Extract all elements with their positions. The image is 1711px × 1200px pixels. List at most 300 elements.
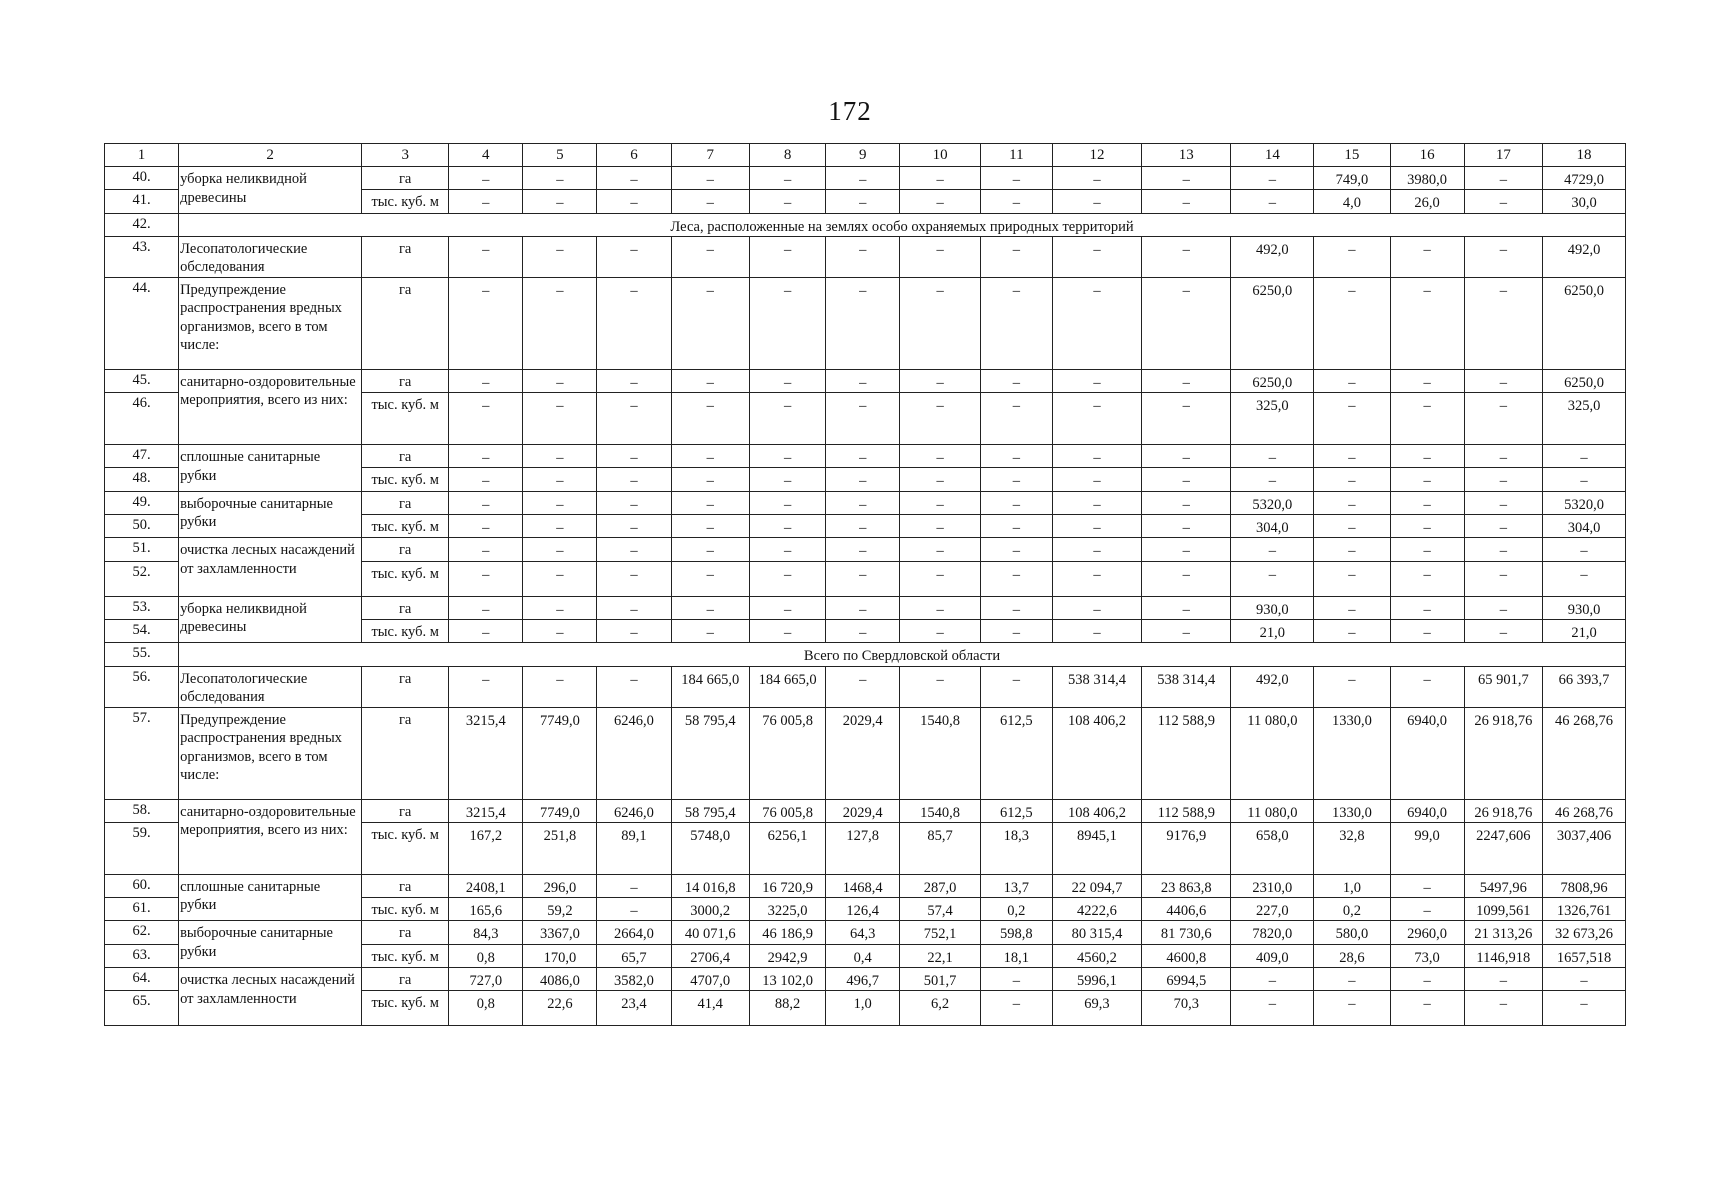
value-cell: –	[749, 445, 825, 468]
value-cell: –	[1390, 538, 1464, 561]
value-cell: –	[671, 515, 749, 538]
value-cell: –	[1231, 468, 1314, 491]
value-cell: –	[1052, 468, 1141, 491]
value-cell: –	[523, 445, 597, 468]
section-title: Всего по Свердловской области	[179, 643, 1626, 666]
row-number: 51.	[105, 538, 179, 561]
value-cell: 7749,0	[523, 707, 597, 799]
value-cell: –	[1052, 619, 1141, 642]
unit-cell: га	[362, 666, 449, 707]
value-cell: –	[900, 236, 981, 277]
column-number: 7	[671, 144, 749, 167]
section-row	[105, 213, 1626, 236]
value-cell: –	[1543, 468, 1626, 491]
value-cell: –	[749, 561, 825, 596]
value-cell: –	[900, 515, 981, 538]
value-cell: 13 102,0	[749, 968, 825, 991]
row-number: 48.	[105, 468, 179, 491]
row-number: 44.	[105, 277, 179, 369]
table-row	[105, 445, 1626, 468]
activity-name: очистка лесных насаждений от захламленности	[179, 538, 362, 596]
column-number: 4	[449, 144, 523, 167]
value-cell: –	[597, 538, 671, 561]
value-cell: –	[597, 167, 671, 190]
value-cell: –	[671, 167, 749, 190]
value-cell: –	[826, 666, 900, 707]
value-cell: 64,3	[826, 921, 900, 944]
value-cell: –	[980, 445, 1052, 468]
value-cell: 2408,1	[449, 874, 523, 897]
value-cell: 930,0	[1231, 596, 1314, 619]
value-cell: –	[1390, 236, 1464, 277]
row-number: 65.	[105, 991, 179, 1026]
value-cell: –	[980, 236, 1052, 277]
column-number: 16	[1390, 144, 1464, 167]
column-number: 8	[749, 144, 825, 167]
value-cell: –	[980, 968, 1052, 991]
value-cell: –	[980, 491, 1052, 514]
value-cell: –	[597, 596, 671, 619]
value-cell: –	[826, 491, 900, 514]
value-cell: –	[1142, 167, 1231, 190]
value-cell: 112 588,9	[1142, 707, 1231, 799]
unit-cell: га	[362, 167, 449, 190]
value-cell: 32 673,26	[1543, 921, 1626, 944]
value-cell: –	[1052, 596, 1141, 619]
value-cell: 165,6	[449, 898, 523, 921]
unit-cell: тыс. куб. м	[362, 619, 449, 642]
value-cell: –	[826, 277, 900, 369]
value-cell: 88,2	[749, 991, 825, 1026]
activity-name: уборка неликвидной древесины	[179, 167, 362, 214]
value-cell: –	[671, 236, 749, 277]
value-cell: –	[1464, 468, 1542, 491]
value-cell: 501,7	[900, 968, 981, 991]
value-cell: 23 863,8	[1142, 874, 1231, 897]
value-cell: –	[449, 167, 523, 190]
value-cell: –	[1464, 277, 1542, 369]
value-cell: –	[980, 538, 1052, 561]
value-cell: –	[980, 468, 1052, 491]
value-cell: –	[1464, 491, 1542, 514]
value-cell: –	[826, 538, 900, 561]
value-cell: –	[1052, 236, 1141, 277]
value-cell: –	[749, 619, 825, 642]
value-cell: –	[1052, 277, 1141, 369]
value-cell: 73,0	[1390, 944, 1464, 967]
value-cell: 0,8	[449, 991, 523, 1026]
value-cell: 2029,4	[826, 799, 900, 822]
value-cell: 26,0	[1390, 190, 1464, 213]
value-cell: –	[1390, 898, 1464, 921]
value-cell: –	[1231, 991, 1314, 1026]
value-cell: –	[1052, 538, 1141, 561]
row-number: 55.	[105, 643, 179, 666]
value-cell: 46 268,76	[1543, 707, 1626, 799]
value-cell: –	[980, 393, 1052, 445]
unit-cell: га	[362, 921, 449, 944]
value-cell: 13,7	[980, 874, 1052, 897]
value-cell: –	[1314, 468, 1390, 491]
value-cell: –	[900, 561, 981, 596]
value-cell: –	[597, 666, 671, 707]
value-cell: –	[900, 190, 981, 213]
value-cell: –	[1390, 596, 1464, 619]
value-cell: –	[523, 538, 597, 561]
unit-cell: тыс. куб. м	[362, 822, 449, 874]
value-cell: 18,3	[980, 822, 1052, 874]
value-cell: –	[749, 538, 825, 561]
activity-name: Предупреждение распространения вредных организмов, всего в том числе:	[179, 277, 362, 369]
column-number: 10	[900, 144, 981, 167]
value-cell: 1540,8	[900, 707, 981, 799]
value-cell: –	[1464, 236, 1542, 277]
value-cell: 23,4	[597, 991, 671, 1026]
value-cell: –	[1464, 619, 1542, 642]
activity-name: выборочные санитарные рубки	[179, 921, 362, 968]
row-number: 64.	[105, 968, 179, 991]
value-cell: 4560,2	[1052, 944, 1141, 967]
row-number: 45.	[105, 369, 179, 392]
value-cell: –	[900, 538, 981, 561]
row-number: 60.	[105, 874, 179, 897]
value-cell: 5320,0	[1231, 491, 1314, 514]
value-cell: 409,0	[1231, 944, 1314, 967]
activity-name: санитарно-оздоровительные мероприятия, всего из них:	[179, 369, 362, 444]
column-number-row	[105, 144, 1626, 167]
value-cell: 46 186,9	[749, 921, 825, 944]
value-cell: 492,0	[1231, 236, 1314, 277]
value-cell: –	[1142, 369, 1231, 392]
value-cell: –	[449, 277, 523, 369]
value-cell: 127,8	[826, 822, 900, 874]
value-cell: –	[523, 596, 597, 619]
activity-name: сплошные санитарные рубки	[179, 445, 362, 492]
value-cell: –	[1142, 277, 1231, 369]
page-number: 172	[828, 96, 872, 126]
value-cell: 59,2	[523, 898, 597, 921]
value-cell: 85,7	[900, 822, 981, 874]
value-cell: 1,0	[826, 991, 900, 1026]
value-cell: 727,0	[449, 968, 523, 991]
value-cell: –	[449, 619, 523, 642]
value-cell: –	[826, 236, 900, 277]
unit-cell: га	[362, 277, 449, 369]
column-number: 2	[179, 144, 362, 167]
value-cell: –	[1464, 991, 1542, 1026]
value-cell: –	[1314, 619, 1390, 642]
value-cell: 1146,918	[1464, 944, 1542, 967]
unit-cell: тыс. куб. м	[362, 190, 449, 213]
value-cell: 1468,4	[826, 874, 900, 897]
value-cell: –	[1231, 190, 1314, 213]
value-cell: –	[1314, 596, 1390, 619]
table-row	[105, 491, 1626, 514]
row-number: 50.	[105, 515, 179, 538]
value-cell: 3225,0	[749, 898, 825, 921]
value-cell: –	[597, 445, 671, 468]
value-cell: –	[826, 561, 900, 596]
value-cell: 1657,518	[1543, 944, 1626, 967]
value-cell: –	[1142, 515, 1231, 538]
row-number: 42.	[105, 213, 179, 236]
value-cell: –	[523, 468, 597, 491]
value-cell: 41,4	[671, 991, 749, 1026]
column-number: 13	[1142, 144, 1231, 167]
value-cell: 18,1	[980, 944, 1052, 967]
value-cell: –	[671, 445, 749, 468]
value-cell: 8945,1	[1052, 822, 1141, 874]
forest-protection-table	[104, 143, 1626, 1026]
value-cell: –	[1142, 190, 1231, 213]
table-row	[105, 277, 1626, 369]
row-number: 43.	[105, 236, 179, 277]
value-cell: 4222,6	[1052, 898, 1141, 921]
value-cell: 227,0	[1231, 898, 1314, 921]
value-cell: –	[1390, 277, 1464, 369]
value-cell: –	[1390, 515, 1464, 538]
value-cell: 2247,606	[1464, 822, 1542, 874]
table-row	[105, 874, 1626, 897]
value-cell: –	[671, 190, 749, 213]
value-cell: –	[1543, 991, 1626, 1026]
value-cell: 325,0	[1231, 393, 1314, 445]
value-cell: –	[826, 167, 900, 190]
value-cell: –	[449, 666, 523, 707]
value-cell: –	[523, 561, 597, 596]
value-cell: 170,0	[523, 944, 597, 967]
value-cell: –	[749, 515, 825, 538]
value-cell: –	[1052, 445, 1141, 468]
value-cell: 6994,5	[1142, 968, 1231, 991]
value-cell: –	[523, 515, 597, 538]
value-cell: 2664,0	[597, 921, 671, 944]
value-cell: –	[900, 619, 981, 642]
value-cell: –	[523, 393, 597, 445]
value-cell: 580,0	[1314, 921, 1390, 944]
value-cell: 21,0	[1231, 619, 1314, 642]
value-cell: 7808,96	[1543, 874, 1626, 897]
value-cell: –	[1390, 968, 1464, 991]
row-number: 61.	[105, 898, 179, 921]
value-cell: 22 094,7	[1052, 874, 1141, 897]
value-cell: –	[597, 236, 671, 277]
value-cell: 0,4	[826, 944, 900, 967]
value-cell: 7749,0	[523, 799, 597, 822]
value-cell: 4729,0	[1543, 167, 1626, 190]
value-cell: –	[523, 666, 597, 707]
value-cell: –	[449, 596, 523, 619]
value-cell: –	[597, 491, 671, 514]
value-cell: –	[597, 874, 671, 897]
value-cell: –	[449, 369, 523, 392]
value-cell: –	[1390, 445, 1464, 468]
value-cell: –	[1231, 561, 1314, 596]
table-row	[105, 369, 1626, 392]
value-cell: –	[1464, 167, 1542, 190]
value-cell: –	[749, 167, 825, 190]
value-cell: 612,5	[980, 799, 1052, 822]
value-cell: –	[671, 277, 749, 369]
unit-cell: тыс. куб. м	[362, 515, 449, 538]
activity-name: Предупреждение распространения вредных организмов, всего в том числе:	[179, 707, 362, 799]
value-cell: –	[980, 190, 1052, 213]
value-cell: –	[1390, 393, 1464, 445]
value-cell: –	[597, 190, 671, 213]
value-cell: 65 901,7	[1464, 666, 1542, 707]
value-cell: –	[1464, 190, 1542, 213]
value-cell: 30,0	[1543, 190, 1626, 213]
value-cell: –	[1052, 369, 1141, 392]
value-cell: –	[597, 515, 671, 538]
value-cell: 6940,0	[1390, 799, 1464, 822]
unit-cell: га	[362, 596, 449, 619]
value-cell: 287,0	[900, 874, 981, 897]
value-cell: 70,3	[1142, 991, 1231, 1026]
column-number: 17	[1464, 144, 1542, 167]
table-row	[105, 538, 1626, 561]
column-number: 11	[980, 144, 1052, 167]
value-cell: –	[671, 393, 749, 445]
value-cell: –	[1142, 491, 1231, 514]
column-number: 5	[523, 144, 597, 167]
value-cell: –	[826, 468, 900, 491]
value-cell: –	[523, 190, 597, 213]
value-cell: –	[1314, 515, 1390, 538]
value-cell: 1330,0	[1314, 707, 1390, 799]
unit-cell: тыс. куб. м	[362, 898, 449, 921]
value-cell: –	[449, 468, 523, 491]
table-row	[105, 799, 1626, 822]
value-cell: –	[671, 491, 749, 514]
row-number: 46.	[105, 393, 179, 445]
value-cell: –	[900, 369, 981, 392]
value-cell: 752,1	[900, 921, 981, 944]
value-cell: 4406,6	[1142, 898, 1231, 921]
value-cell: –	[597, 468, 671, 491]
value-cell: –	[900, 167, 981, 190]
value-cell: –	[1052, 190, 1141, 213]
value-cell: 11 080,0	[1231, 707, 1314, 799]
unit-cell: га	[362, 538, 449, 561]
row-number: 52.	[105, 561, 179, 596]
value-cell: –	[1142, 538, 1231, 561]
value-cell: –	[1543, 445, 1626, 468]
value-cell: 6256,1	[749, 822, 825, 874]
value-cell: –	[980, 167, 1052, 190]
value-cell: –	[671, 561, 749, 596]
activity-name: уборка неликвидной древесины	[179, 596, 362, 643]
value-cell: 2029,4	[826, 707, 900, 799]
value-cell: –	[1390, 369, 1464, 392]
value-cell: 184 665,0	[749, 666, 825, 707]
value-cell: –	[826, 393, 900, 445]
table-row	[105, 666, 1626, 707]
value-cell: 6246,0	[597, 707, 671, 799]
value-cell: 84,3	[449, 921, 523, 944]
value-cell: 4707,0	[671, 968, 749, 991]
value-cell: –	[1231, 445, 1314, 468]
section-title: Леса, расположенные на землях особо охраняемых природных территорий	[179, 213, 1626, 236]
table-row	[105, 167, 1626, 190]
value-cell: –	[1543, 561, 1626, 596]
value-cell: 1540,8	[900, 799, 981, 822]
value-cell: –	[980, 561, 1052, 596]
value-cell: –	[1464, 515, 1542, 538]
value-cell: –	[1464, 369, 1542, 392]
value-cell: –	[1314, 491, 1390, 514]
value-cell: 538 314,4	[1052, 666, 1141, 707]
value-cell: 492,0	[1231, 666, 1314, 707]
value-cell: 57,4	[900, 898, 981, 921]
value-cell: 3215,4	[449, 799, 523, 822]
value-cell: –	[1390, 874, 1464, 897]
value-cell: –	[980, 515, 1052, 538]
value-cell: 1326,761	[1543, 898, 1626, 921]
value-cell: 126,4	[826, 898, 900, 921]
value-cell: –	[597, 898, 671, 921]
value-cell: –	[671, 619, 749, 642]
row-number: 47.	[105, 445, 179, 468]
value-cell: –	[1464, 445, 1542, 468]
value-cell: –	[826, 515, 900, 538]
value-cell: –	[749, 468, 825, 491]
table-row	[105, 968, 1626, 991]
value-cell: –	[449, 190, 523, 213]
value-cell: 6250,0	[1543, 369, 1626, 392]
column-number: 9	[826, 144, 900, 167]
value-cell: –	[523, 167, 597, 190]
value-cell: –	[980, 277, 1052, 369]
column-number: 18	[1543, 144, 1626, 167]
value-cell: –	[1314, 277, 1390, 369]
value-cell: –	[1052, 393, 1141, 445]
value-cell: –	[749, 236, 825, 277]
value-cell: 81 730,6	[1142, 921, 1231, 944]
value-cell: 1,0	[1314, 874, 1390, 897]
value-cell: 2706,4	[671, 944, 749, 967]
value-cell: –	[597, 393, 671, 445]
column-number: 3	[362, 144, 449, 167]
value-cell: –	[826, 190, 900, 213]
value-cell: 16 720,9	[749, 874, 825, 897]
value-cell: 7820,0	[1231, 921, 1314, 944]
value-cell: –	[826, 369, 900, 392]
value-cell: 69,3	[1052, 991, 1141, 1026]
value-cell: –	[449, 236, 523, 277]
value-cell: –	[900, 596, 981, 619]
value-cell: –	[1464, 538, 1542, 561]
value-cell: –	[1142, 619, 1231, 642]
value-cell: –	[1314, 538, 1390, 561]
value-cell: 3980,0	[1390, 167, 1464, 190]
value-cell: 66 393,7	[1543, 666, 1626, 707]
value-cell: –	[449, 538, 523, 561]
value-cell: –	[449, 393, 523, 445]
value-cell: –	[671, 468, 749, 491]
unit-cell: га	[362, 799, 449, 822]
value-cell: 3037,406	[1543, 822, 1626, 874]
row-number: 53.	[105, 596, 179, 619]
value-cell: –	[1314, 393, 1390, 445]
unit-cell: тыс. куб. м	[362, 561, 449, 596]
value-cell: –	[1314, 369, 1390, 392]
unit-cell: га	[362, 968, 449, 991]
value-cell: 112 588,9	[1142, 799, 1231, 822]
value-cell: 658,0	[1231, 822, 1314, 874]
value-cell: 3215,4	[449, 707, 523, 799]
value-cell: 2960,0	[1390, 921, 1464, 944]
